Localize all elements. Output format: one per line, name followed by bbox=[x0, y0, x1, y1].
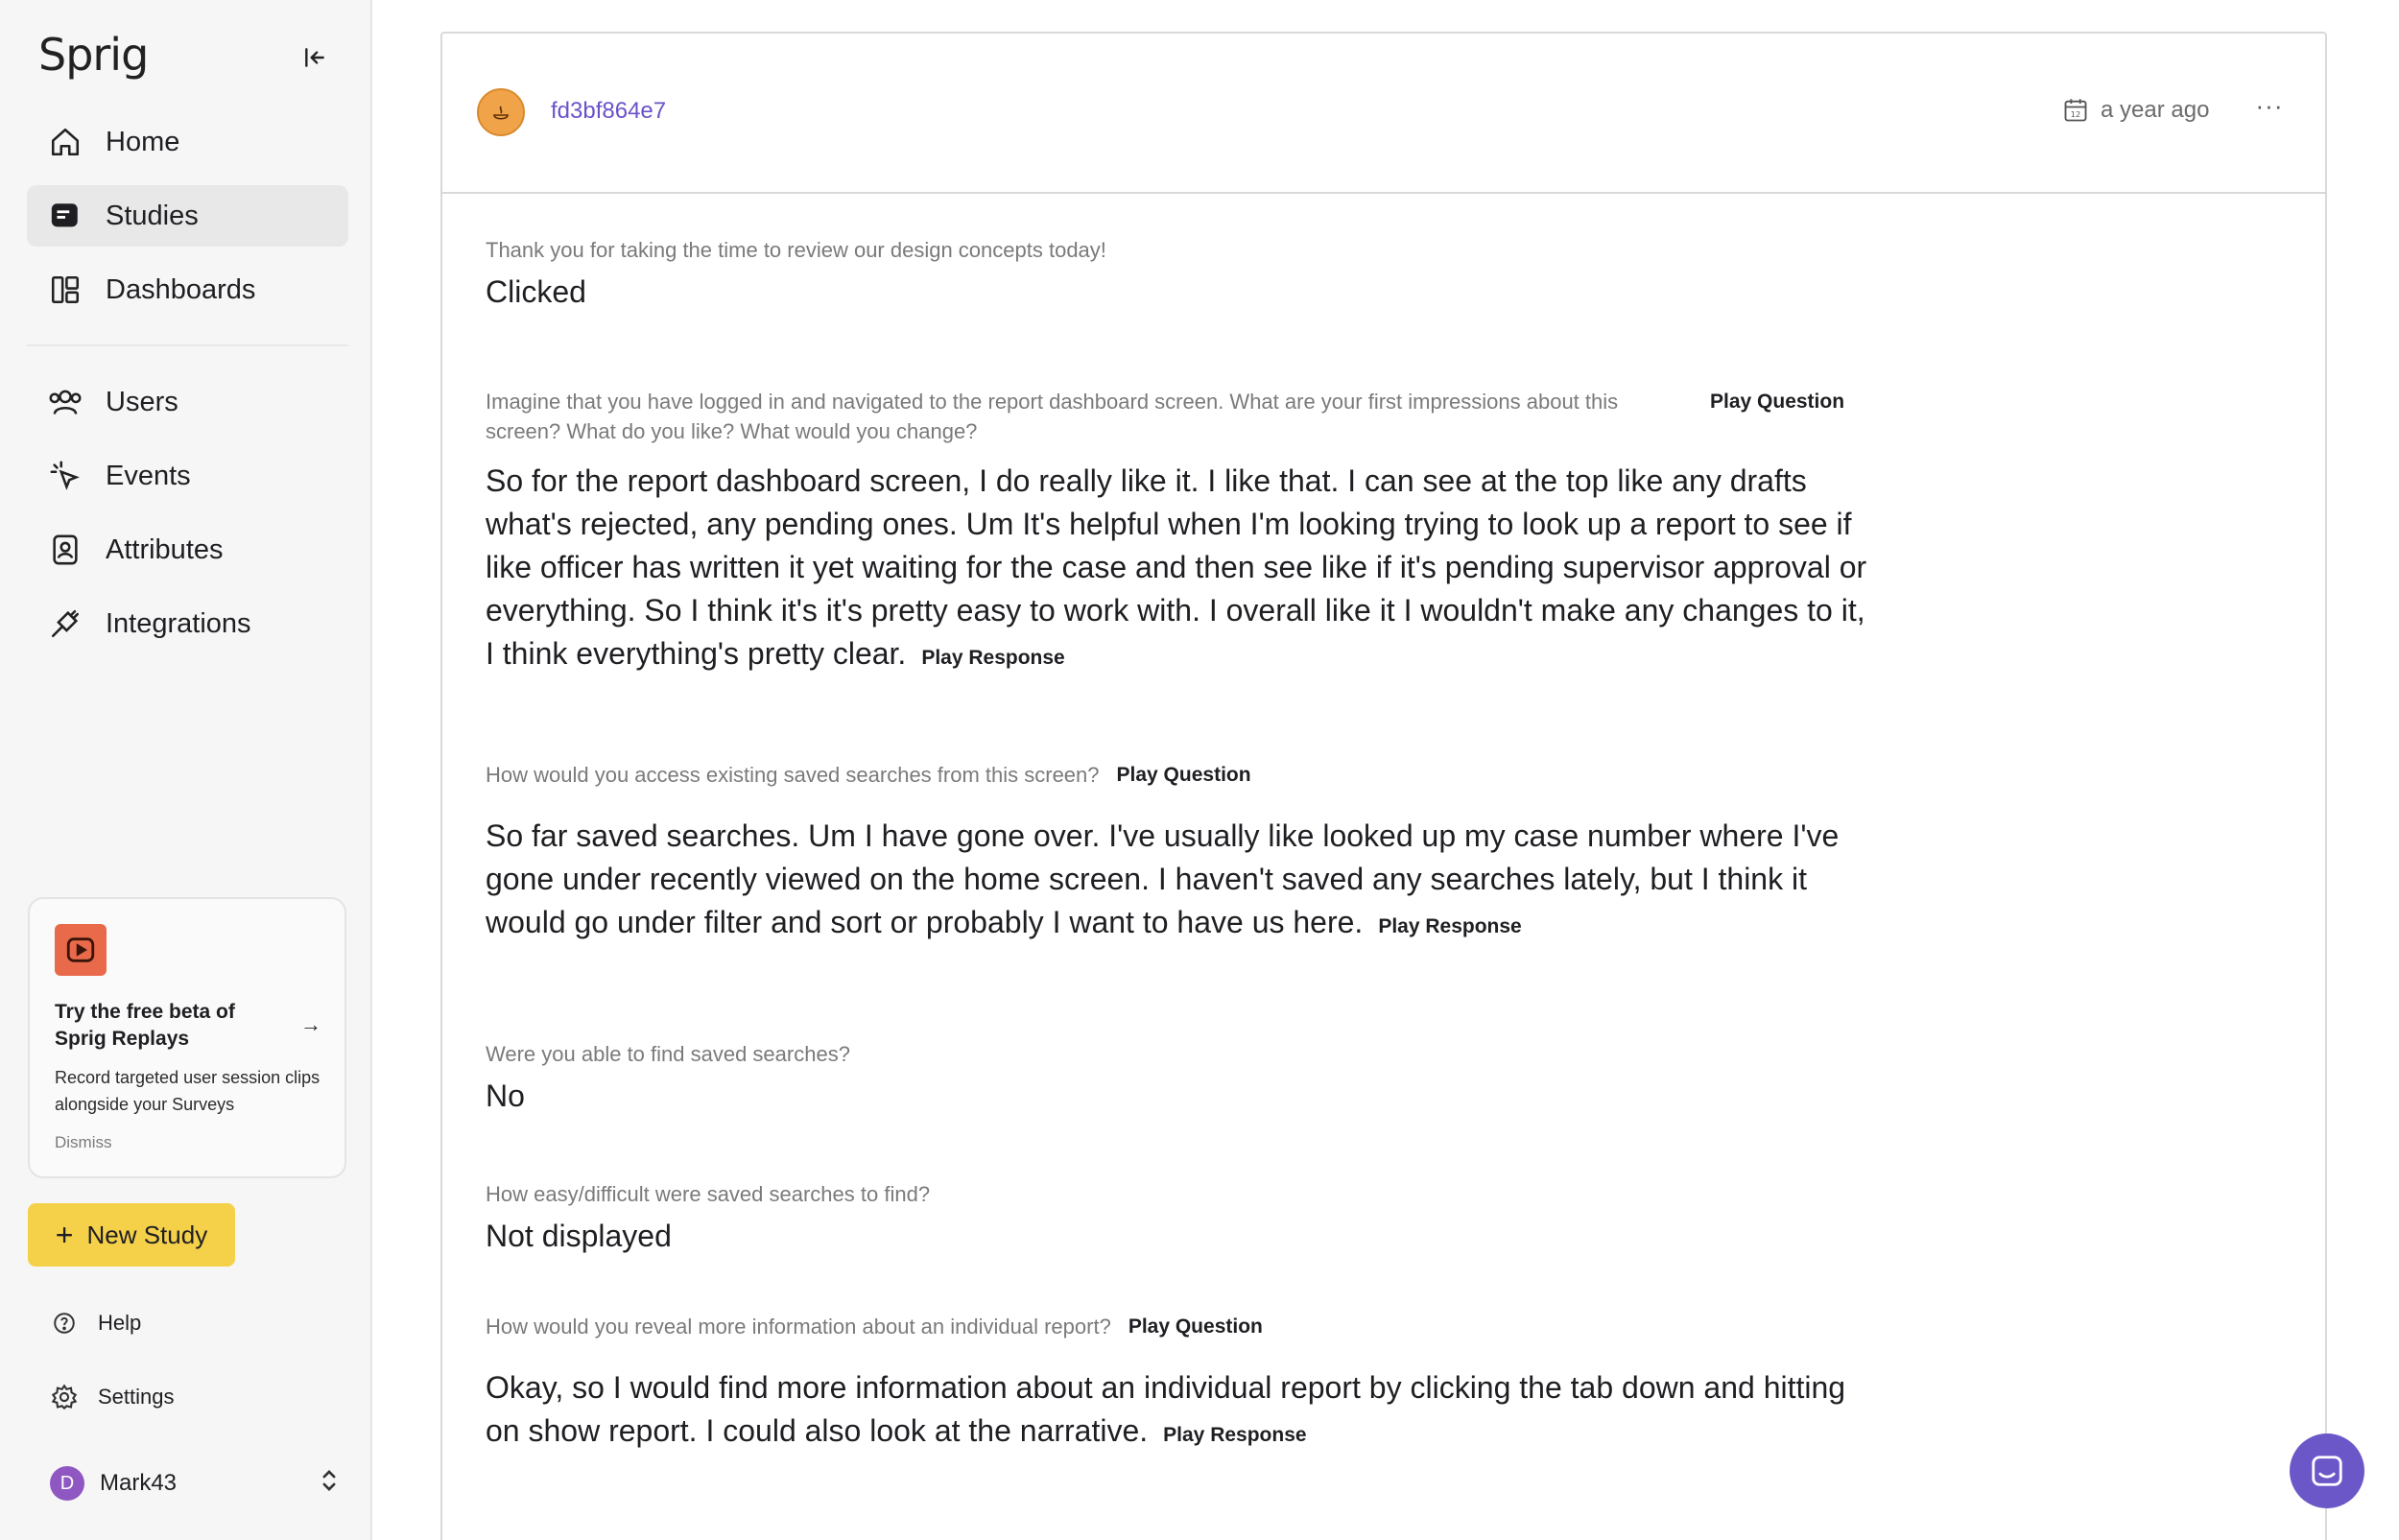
qa-item bbox=[486, 235, 1867, 314]
help-link[interactable] bbox=[50, 1304, 141, 1342]
events-icon bbox=[48, 459, 83, 493]
chat-support-button[interactable] bbox=[2290, 1433, 2364, 1508]
studies-icon bbox=[48, 199, 83, 233]
qa-item bbox=[486, 760, 1867, 948]
sidebar-item-attributes[interactable] bbox=[27, 519, 348, 580]
user-name: Mark43 bbox=[100, 1470, 178, 1496]
sidebar-item-studies[interactable] bbox=[27, 185, 348, 247]
calendar-icon bbox=[2062, 97, 2089, 124]
answer-text: So for the report dashboard screen, I do really like it. I like that. I can see at the top like any drafts what's rejected, any pending ones. Um It's helpful when I'm looking trying to look up a report to see if like officer has written it yet waiting for the case and then see like if it's pending supervisor approval or everything. So I think it's it's pretty easy to work with. I overall like it I wouldn't make any changes to it, I think everything's pretty clear. bbox=[486, 463, 1867, 671]
integrations-icon bbox=[48, 606, 83, 641]
replay-icon bbox=[55, 924, 107, 976]
sprig-logo[interactable]: Sprig bbox=[38, 29, 149, 81]
answer-text: So far saved searches. Um I have gone over. I've usually like looked up my case number where I've gone under recently viewed on the home screen. I haven't saved any searches lately, but I think it would go under filter and sort or probably I want to have us here. bbox=[486, 818, 1840, 939]
gear-icon bbox=[50, 1383, 79, 1411]
svg-text:12: 12 bbox=[2070, 109, 2081, 119]
question-text: How easy/difficult were saved searches to find? bbox=[486, 1182, 931, 1206]
question-text: Thank you for taking the time to review our design concepts today! bbox=[486, 238, 1106, 262]
collapse-sidebar-icon[interactable] bbox=[299, 42, 330, 73]
play-question-button[interactable]: Play Question bbox=[1128, 1315, 1263, 1338]
answer-text: Okay, so I would find more information about an individual report by clicking the tab down and hitting on show report. I could also look at the narrative. bbox=[486, 1370, 1846, 1448]
sidebar-item-label: Studies bbox=[106, 200, 199, 231]
answer-text: No bbox=[486, 1078, 525, 1113]
chat-icon bbox=[2309, 1453, 2345, 1489]
more-options-icon[interactable]: ··· bbox=[2255, 91, 2284, 120]
response-header bbox=[442, 34, 2325, 194]
question-text: Were you able to find saved searches? bbox=[486, 1042, 850, 1066]
arrow-right-icon[interactable]: → bbox=[300, 1012, 321, 1036]
respondent-avatar bbox=[477, 88, 525, 136]
sidebar-item-events[interactable] bbox=[27, 445, 348, 507]
home-icon bbox=[48, 125, 83, 159]
date-label: a year ago bbox=[2101, 97, 2210, 123]
plus-icon: + bbox=[55, 1217, 74, 1252]
help-label: Help bbox=[98, 1311, 142, 1335]
play-response-button[interactable]: Play Response bbox=[1163, 1424, 1307, 1446]
sidebar-item-home[interactable] bbox=[27, 111, 348, 173]
promo-description: Record targeted user session clips alongside your Surveys bbox=[55, 1068, 321, 1114]
question-text: Imagine that you have logged in and navigated to the report dashboard screen. What are your first impressions about this screen? What do you like? What would you change? bbox=[486, 390, 1619, 443]
qa-item bbox=[486, 1179, 1867, 1258]
avatar: D bbox=[50, 1466, 84, 1501]
answer-text: Clicked bbox=[486, 274, 586, 309]
sidebar-item-users[interactable] bbox=[27, 371, 348, 433]
answer-block bbox=[486, 460, 1867, 679]
answer-block bbox=[486, 1366, 1867, 1457]
answer-text: Not displayed bbox=[486, 1219, 672, 1253]
play-question-button[interactable]: Play Question bbox=[1116, 764, 1251, 786]
user-menu[interactable] bbox=[50, 1464, 338, 1503]
new-study-button[interactable] bbox=[28, 1203, 235, 1267]
nav-divider bbox=[27, 344, 348, 346]
sidebar bbox=[0, 0, 372, 1540]
play-response-button[interactable]: Play Response bbox=[921, 647, 1065, 669]
sidebar-item-dashboards[interactable] bbox=[27, 259, 348, 320]
question-text: How would you reveal more information about an individual report? bbox=[486, 1315, 1111, 1339]
help-icon bbox=[50, 1309, 79, 1338]
answer-block bbox=[486, 815, 1867, 948]
qa-item bbox=[486, 1312, 1867, 1457]
qa-item bbox=[486, 1039, 1867, 1118]
attributes-icon bbox=[48, 533, 83, 567]
sidebar-item-label: Home bbox=[106, 126, 180, 157]
play-response-button[interactable]: Play Response bbox=[1378, 915, 1522, 937]
sidebar-item-label: Events bbox=[106, 460, 191, 491]
response-date bbox=[2062, 97, 2209, 124]
sidebar-item-label: Attributes bbox=[106, 533, 224, 565]
question-text: How would you access existing saved searches from this screen? bbox=[486, 763, 1100, 787]
users-icon bbox=[48, 385, 83, 419]
play-question-button[interactable]: Play Question bbox=[1710, 391, 1845, 413]
chevron-up-down-icon bbox=[321, 1468, 338, 1499]
respondent-id-link[interactable]: fd3bf864e7 bbox=[551, 98, 667, 124]
sidebar-item-label: Users bbox=[106, 386, 178, 417]
response-card bbox=[440, 32, 2327, 1540]
qa-item bbox=[486, 387, 1867, 679]
sidebar-item-label: Dashboards bbox=[106, 273, 256, 305]
sidebar-item-label: Integrations bbox=[106, 607, 251, 639]
promo-dismiss-link[interactable]: Dismiss bbox=[55, 1133, 112, 1151]
dashboards-icon bbox=[48, 272, 83, 307]
promo-title[interactable]: Try the free beta of Sprig Replays bbox=[55, 1001, 235, 1050]
settings-link[interactable] bbox=[50, 1378, 175, 1416]
sidebar-item-integrations[interactable] bbox=[27, 593, 348, 654]
settings-label: Settings bbox=[98, 1385, 175, 1409]
replays-promo-card bbox=[28, 897, 346, 1178]
new-study-label: New Study bbox=[86, 1220, 208, 1249]
